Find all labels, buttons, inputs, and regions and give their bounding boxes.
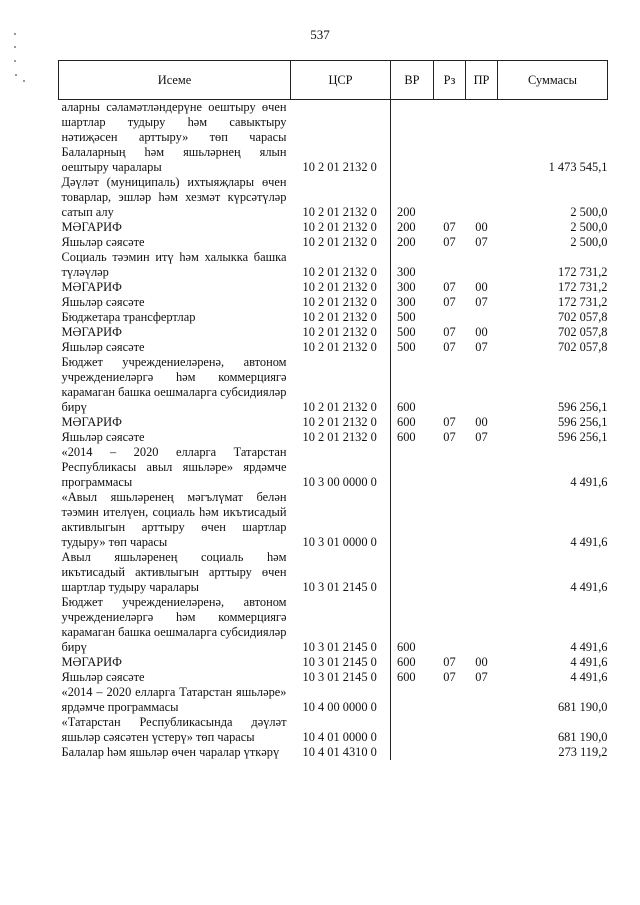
- header-rz: Рз: [434, 61, 466, 100]
- page-number: 537: [310, 27, 330, 42]
- row-name: МӘГАРИФ: [61, 220, 122, 234]
- table-row: [59, 430, 608, 445]
- table-row: [59, 250, 608, 280]
- row-name: Дәүләт (муниципаль) ихтыяҗлары өчен товарлар, эшләр һәм хезмәт күрсәтүләр сатып алу: [61, 175, 287, 219]
- row-sum: 681 190,0: [557, 700, 608, 714]
- row-sum: 596 256,1: [557, 415, 608, 429]
- row-sum: 702 057,8: [557, 325, 608, 339]
- row-vr: [391, 685, 434, 715]
- row-name: Авыл яшьләренең социаль һәм икътисадый активлыгын арттыру өчен шартлар тудыру чаралары: [61, 550, 287, 594]
- row-rz: 07: [443, 280, 456, 294]
- scan-mark: [23, 80, 25, 82]
- row-rz: 07: [443, 670, 456, 684]
- row-csr: 10 2 01 2132 0: [291, 310, 391, 325]
- table-body: [59, 100, 608, 761]
- row-vr: 200: [397, 235, 416, 249]
- row-pr: [466, 550, 498, 595]
- row-sum: 4 491,6: [570, 670, 608, 684]
- row-csr: 10 4 00 0000 0: [291, 685, 391, 715]
- row-sum: 1 473 545,1: [548, 160, 608, 174]
- row-sum: 172 731,2: [557, 295, 608, 309]
- row-rz: [434, 445, 466, 490]
- row-vr: [391, 745, 434, 760]
- row-vr: 200: [397, 205, 416, 219]
- row-vr: 600: [397, 655, 416, 669]
- row-rz: 07: [443, 655, 456, 669]
- row-pr: [466, 175, 498, 220]
- row-name: Бюджет учреждениеләренә, автоном учреждениеләргә һәм коммерциягә карамаган башка оешмаларга субсидияләр бирү: [61, 595, 287, 654]
- scan-mark: [14, 33, 16, 35]
- row-sum: 2 500,0: [570, 220, 608, 234]
- row-rz: [434, 250, 466, 280]
- header-sum: Суммасы: [498, 61, 608, 100]
- row-csr: 10 2 01 2132 0: [291, 220, 391, 235]
- row-csr: 10 2 01 2132 0: [291, 340, 391, 355]
- table-row: [59, 715, 608, 745]
- row-vr: [391, 550, 434, 595]
- row-name: аларны сәламәтләндерүне оештыру өчен шартлар тудыру һәм савыктыру нәтиҗәсен арттыру» төп чарасы: [61, 100, 287, 144]
- row-csr: 10 4 01 4310 0: [291, 745, 391, 760]
- row-vr: [391, 445, 434, 490]
- header-csr: ЦСР: [291, 61, 391, 100]
- row-rz: [434, 145, 466, 175]
- row-name: Яшьләр сәясәте: [61, 235, 145, 249]
- row-vr: 600: [397, 415, 416, 429]
- row-sum: 2 500,0: [570, 235, 608, 249]
- row-rz: [434, 745, 466, 760]
- row-pr: [466, 490, 498, 550]
- header-pr: ПР: [466, 61, 498, 100]
- row-pr: [466, 145, 498, 175]
- table-row: [59, 100, 608, 146]
- row-pr: 07: [475, 340, 488, 354]
- table-row: [59, 415, 608, 430]
- row-pr: [466, 310, 498, 325]
- row-pr: [466, 595, 498, 655]
- row-rz: [434, 175, 466, 220]
- row-csr: 10 2 01 2132 0: [291, 145, 391, 175]
- row-sum: 596 256,1: [557, 400, 608, 414]
- row-name: Яшьләр сәясәте: [61, 430, 145, 444]
- row-csr: 10 2 01 2132 0: [291, 280, 391, 295]
- row-name: МӘГАРИФ: [61, 280, 122, 294]
- row-pr: [466, 745, 498, 760]
- row-pr: 00: [475, 280, 488, 294]
- row-vr: [391, 145, 434, 175]
- row-csr: 10 3 01 2145 0: [291, 550, 391, 595]
- row-csr: 10 3 01 2145 0: [291, 670, 391, 685]
- row-rz: [434, 715, 466, 745]
- row-pr: 07: [475, 235, 488, 249]
- row-pr: 00: [475, 220, 488, 234]
- row-sum: [498, 100, 608, 146]
- table-row: [59, 220, 608, 235]
- row-csr: 10 2 01 2132 0: [291, 250, 391, 280]
- budget-table: [58, 60, 608, 760]
- row-pr: [466, 445, 498, 490]
- row-name: Яшьләр сәясәте: [61, 670, 145, 684]
- row-csr: 10 2 01 2132 0: [291, 235, 391, 250]
- row-vr: 600: [397, 670, 416, 684]
- row-pr: 07: [475, 295, 488, 309]
- table-row: [59, 745, 608, 760]
- row-name: МӘГАРИФ: [61, 325, 122, 339]
- row-csr: 10 4 01 0000 0: [291, 715, 391, 745]
- table-row: [59, 235, 608, 250]
- row-csr: [291, 100, 391, 146]
- row-name: Бюджетара трансфертлар: [61, 310, 196, 324]
- row-name: «2014 – 2020 елларга Татарстан яшьләре» ярдәмче программасы: [61, 685, 287, 714]
- table-row: [59, 175, 608, 220]
- row-vr: 300: [397, 265, 416, 279]
- row-vr: 600: [397, 640, 416, 654]
- row-pr: 00: [475, 415, 488, 429]
- row-vr: 600: [397, 400, 416, 414]
- row-vr: [391, 100, 434, 146]
- row-pr: [466, 685, 498, 715]
- table-row: [59, 295, 608, 310]
- scan-mark: [15, 74, 17, 76]
- row-vr: [391, 490, 434, 550]
- row-sum: 2 500,0: [570, 205, 608, 219]
- table-row: [59, 550, 608, 595]
- row-name: Яшьләр сәясәте: [61, 295, 145, 309]
- row-vr: 500: [397, 340, 416, 354]
- row-sum: 4 491,6: [570, 580, 608, 594]
- table-row: [59, 655, 608, 670]
- row-sum: 4 491,6: [570, 640, 608, 654]
- row-sum: 172 731,2: [557, 280, 608, 294]
- row-vr: 300: [397, 280, 416, 294]
- row-sum: 4 491,6: [570, 535, 608, 549]
- row-vr: 600: [397, 430, 416, 444]
- table-row: [59, 145, 608, 175]
- row-sum: 702 057,8: [557, 340, 608, 354]
- table-row: [59, 490, 608, 550]
- table-row: [59, 685, 608, 715]
- row-csr: 10 2 01 2132 0: [291, 430, 391, 445]
- row-csr: 10 2 01 2132 0: [291, 355, 391, 415]
- row-vr: [391, 715, 434, 745]
- row-rz: [434, 490, 466, 550]
- row-sum: 172 731,2: [557, 265, 608, 279]
- row-sum: 273 119,2: [558, 745, 608, 759]
- row-name: «Татарстан Республикасында дәүләт яшьләр сәясәтен үстерү» төп чарасы: [61, 715, 287, 744]
- row-csr: 10 2 01 2132 0: [291, 295, 391, 310]
- table-header: [59, 61, 608, 100]
- row-pr: [466, 250, 498, 280]
- row-sum: 681 190,0: [557, 730, 608, 744]
- row-rz: 07: [443, 295, 456, 309]
- row-rz: 07: [443, 415, 456, 429]
- row-rz: 07: [443, 340, 456, 354]
- row-pr: 00: [475, 655, 488, 669]
- scan-mark: [14, 46, 16, 48]
- row-rz: 07: [443, 235, 456, 249]
- row-rz: [434, 355, 466, 415]
- row-pr: 07: [475, 430, 488, 444]
- row-rz: [434, 550, 466, 595]
- table-row: [59, 310, 608, 325]
- row-name: «2014 – 2020 елларга Татарстан Республикасы авыл яшьләре» ярдәмче программасы: [61, 445, 287, 489]
- table-row: [59, 280, 608, 295]
- row-rz: 07: [443, 325, 456, 339]
- row-csr: 10 2 01 2132 0: [291, 325, 391, 340]
- row-rz: [434, 595, 466, 655]
- table-row: [59, 340, 608, 355]
- row-csr: 10 3 01 2145 0: [291, 595, 391, 655]
- row-pr: [466, 715, 498, 745]
- row-name: Балалар һәм яшьләр өчен чаралар үткәрү: [61, 745, 280, 759]
- row-sum: 4 491,6: [570, 655, 608, 669]
- scan-mark: [14, 60, 16, 62]
- header-vr: ВР: [391, 61, 434, 100]
- table-row: [59, 325, 608, 340]
- table-row: [59, 445, 608, 490]
- row-csr: 10 3 00 0000 0: [291, 445, 391, 490]
- row-rz: [434, 100, 466, 146]
- row-pr: 00: [475, 325, 488, 339]
- row-sum: 702 057,8: [557, 310, 608, 324]
- row-name: Балаларның һәм яшьләрнең ялын оештыру чаралары: [61, 145, 287, 174]
- table-row: [59, 670, 608, 685]
- row-rz: [434, 685, 466, 715]
- row-name: Социаль тәэмин итү һәм халыкка башка түләүләр: [61, 250, 287, 279]
- row-sum: 596 256,1: [557, 430, 608, 444]
- row-name: «Авыл яшьләренең мәгълүмат белән тәэмин ителүен, социаль һәм икътисадый активлыгын арттыру өчен шартлар тудыру» төп чарасы: [61, 490, 287, 549]
- row-pr: 07: [475, 670, 488, 684]
- row-name: Яшьләр сәясәте: [61, 340, 145, 354]
- row-csr: 10 2 01 2132 0: [291, 415, 391, 430]
- row-sum: 4 491,6: [570, 475, 608, 489]
- row-name: Бюджет учреждениеләренә, автоном учреждениеләргә һәм коммерциягә карамаган башка оешмаларга субсидияләр бирү: [61, 355, 287, 414]
- row-name: МӘГАРИФ: [61, 415, 122, 429]
- row-vr: 500: [397, 310, 416, 324]
- row-vr: 300: [397, 295, 416, 309]
- table-row: [59, 355, 608, 415]
- table-row: [59, 595, 608, 655]
- row-rz: 07: [443, 220, 456, 234]
- row-csr: 10 3 01 0000 0: [291, 490, 391, 550]
- row-vr: 500: [397, 325, 416, 339]
- row-csr: 10 3 01 2145 0: [291, 655, 391, 670]
- row-name: МӘГАРИФ: [61, 655, 122, 669]
- row-pr: [466, 100, 498, 146]
- row-rz: [434, 310, 466, 325]
- row-csr: 10 2 01 2132 0: [291, 175, 391, 220]
- row-rz: 07: [443, 430, 456, 444]
- row-vr: 200: [397, 220, 416, 234]
- header-name: Исеме: [59, 61, 291, 100]
- row-pr: [466, 355, 498, 415]
